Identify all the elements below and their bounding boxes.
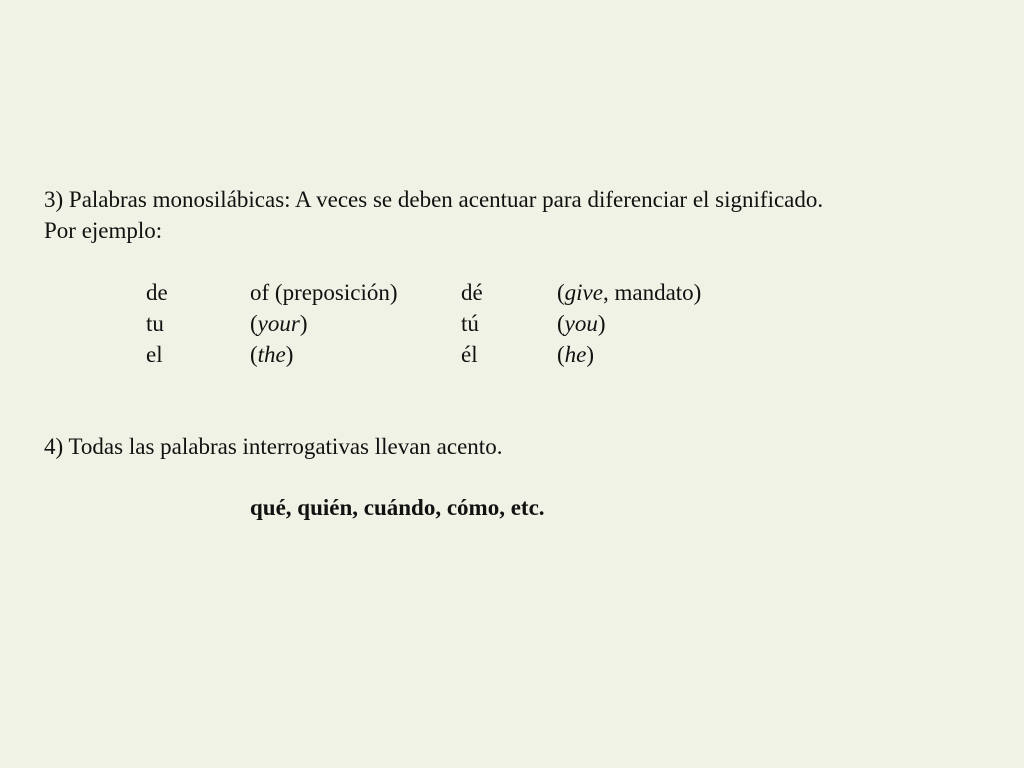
section-3-heading: 3) Palabras monosilábicas: A veces se deben acentuar para diferenciar el significado.: [44, 187, 824, 212]
unaccented-meaning: of (preposición): [250, 280, 398, 305]
table-row: [0, 310, 1024, 338]
section-4-heading: 4) Todas las palabras interrogativas llevan acento.: [44, 434, 503, 459]
unaccented-word: tu: [146, 311, 164, 336]
unaccented-word: el: [146, 342, 163, 367]
accented-word: tú: [461, 311, 479, 336]
accented-meaning: (he): [557, 342, 595, 367]
interrogative-examples: qué, quién, cuándo, cómo, etc.: [250, 495, 545, 520]
accented-word: dé: [461, 280, 483, 305]
accented-meaning: (you): [557, 311, 606, 336]
unaccented-meaning: (your): [250, 311, 308, 336]
accented-word: él: [461, 342, 478, 367]
table-row: [0, 341, 1024, 369]
section-3-subheading: Por ejemplo:: [44, 218, 163, 243]
unaccented-word: de: [146, 280, 168, 305]
accented-meaning: (give, mandato): [557, 280, 702, 305]
unaccented-meaning: (the): [250, 342, 294, 367]
table-row: [0, 279, 1024, 307]
